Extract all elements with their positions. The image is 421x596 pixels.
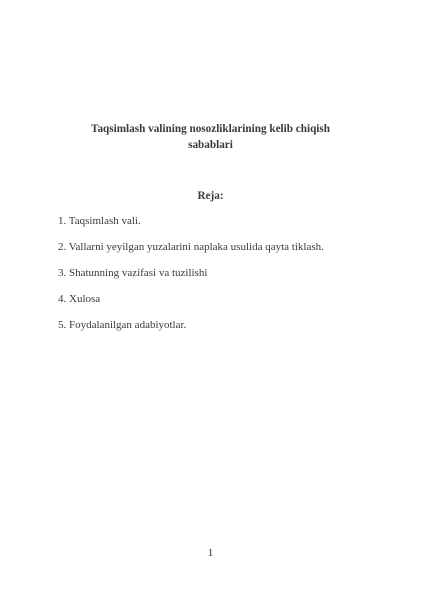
plan-item: 5. Foydalanilgan adabiyotlar.: [58, 319, 187, 331]
plan-item: 2. Vallarni yeyilgan yuzalarini naplaka usulida qayta tiklash.: [58, 241, 324, 253]
plan-list: [58, 214, 388, 344]
document-title: [60, 121, 361, 153]
plan-heading: Reja:: [197, 190, 224, 202]
document-title-line-2: sabablari: [188, 139, 233, 151]
plan-item: 3. Shatunning vazifasi va tuzilishi: [58, 267, 208, 279]
document-title-line-1: Taqsimlash valining nosozliklarining kelib chiqish: [91, 123, 330, 135]
plan-item: 1. Taqsimlash vali.: [58, 215, 141, 227]
plan-item: 4. Xulosa: [58, 293, 101, 305]
page-number: 1: [207, 547, 214, 559]
